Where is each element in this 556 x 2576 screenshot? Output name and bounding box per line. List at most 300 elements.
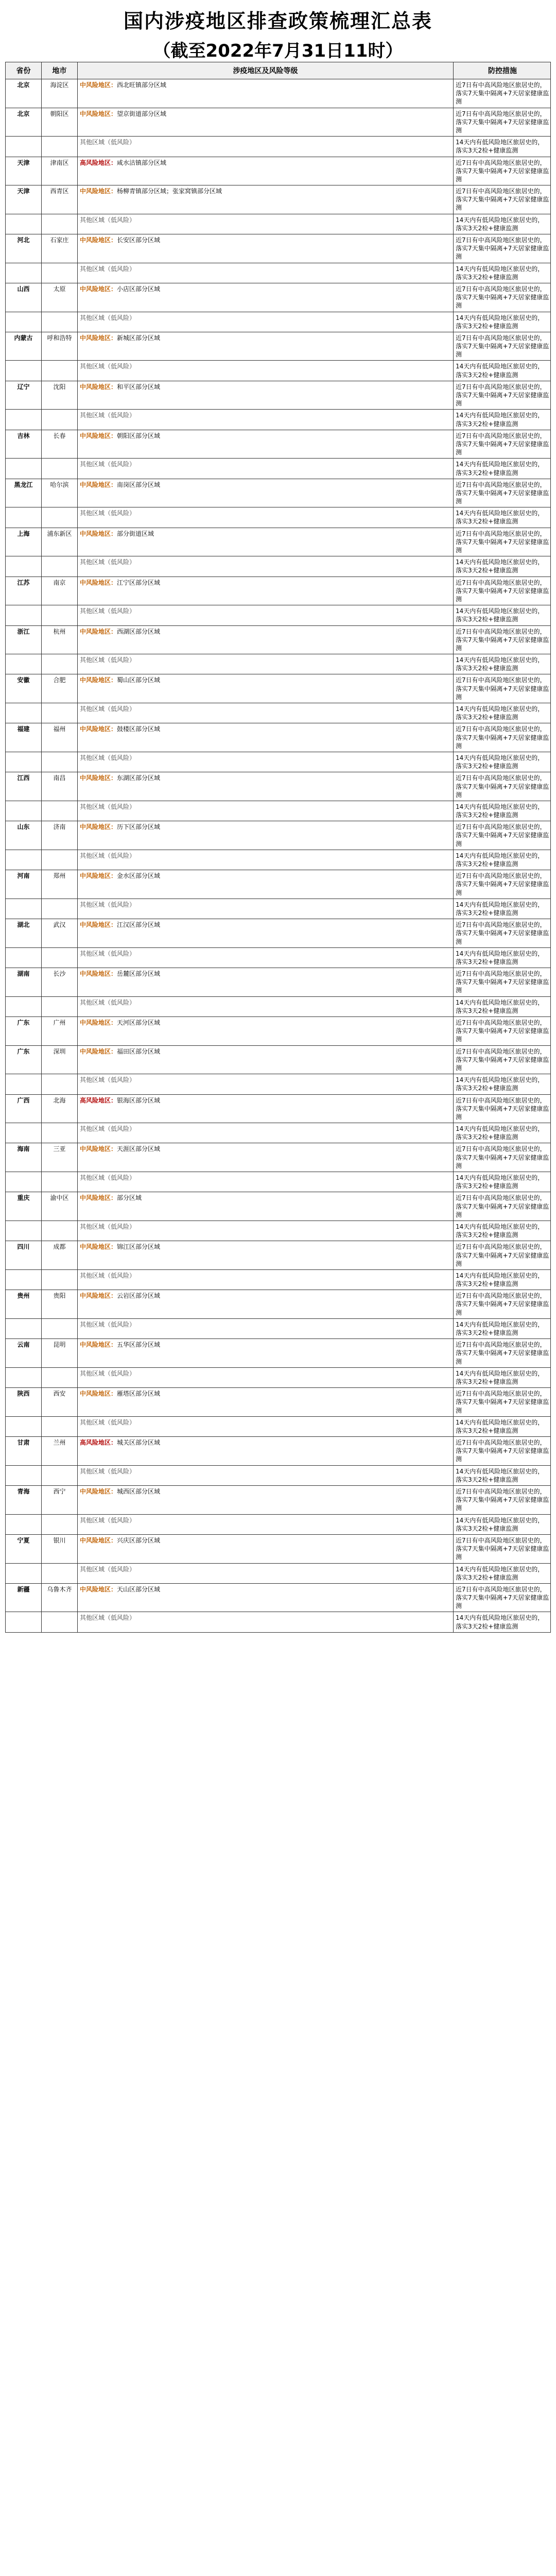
- cell-areas: [78, 108, 454, 137]
- cell-policy: 近7日有中高风险地区旅居史的，落实7天集中隔离+7天居家健康监测: [456, 285, 549, 310]
- risk-level-label: 中风险地区：: [80, 1585, 117, 1593]
- cell-province: 山西: [6, 283, 42, 312]
- cell-province: [6, 850, 42, 870]
- area-list: 咸水沽镇部分区域: [117, 159, 167, 166]
- cell-areas: [78, 528, 454, 556]
- table-row: [5, 1417, 551, 1437]
- cell-areas: [78, 234, 454, 263]
- area-list: 其他区域（低风险）: [80, 1272, 136, 1279]
- cell-province: [6, 263, 42, 283]
- cell-province: 广东: [6, 1046, 42, 1074]
- cell-policy: 14天内有低风险地区旅居史的，落实3天2检+健康监测: [456, 656, 544, 672]
- table-row: [5, 332, 551, 361]
- cell-province: 湖南: [6, 968, 42, 996]
- cell-province: 安徽: [6, 674, 42, 703]
- cell-province: 广西: [6, 1095, 42, 1123]
- cell-city: [42, 1074, 78, 1094]
- cell-province: 江西: [6, 772, 42, 801]
- table-row: [5, 870, 551, 899]
- cell-policy: 近7日有中高风险地区旅居史的，落实7天集中隔离+7天居家健康监测: [456, 774, 549, 799]
- cell-policy: 近7日有中高风险地区旅居史的，落实7天集中隔离+7天居家健康监测: [456, 1341, 549, 1365]
- cell-city: 北海: [42, 1095, 78, 1123]
- table-row: [5, 479, 551, 508]
- area-list: 兴庆区部分区域: [117, 1536, 161, 1544]
- cell-province: 四川: [6, 1241, 42, 1269]
- cell-city: 成都: [42, 1241, 78, 1269]
- cell-policy: 14天内有低风险地区旅居史的，落实3天2检+健康监测: [456, 1272, 544, 1288]
- area-list: 福田区部分区域: [117, 1047, 161, 1055]
- cell-areas: [78, 1074, 454, 1094]
- cell-province: [6, 1270, 42, 1290]
- cell-city: 兰州: [42, 1437, 78, 1465]
- table-row: [5, 1192, 551, 1221]
- table-row: [5, 1437, 551, 1466]
- cell-province: 重庆: [6, 1192, 42, 1221]
- area-list: 鼓楼区部分区域: [117, 725, 161, 733]
- table-row: [5, 968, 551, 997]
- cell-province: [6, 1466, 42, 1485]
- area-list: 其他区域（低风险）: [80, 754, 136, 761]
- area-list: 其他区域（低风险）: [80, 314, 136, 321]
- table-row: [5, 899, 551, 919]
- cell-city: [42, 899, 78, 919]
- area-list: 城关区部分区域: [117, 1439, 161, 1447]
- cell-areas: [78, 1368, 454, 1387]
- cell-policy: 近7日有中高风险地区旅居史的，落实7天集中隔离+7天居家健康监测: [456, 872, 549, 896]
- cell-province: 河南: [6, 870, 42, 899]
- table-row: [5, 772, 551, 801]
- cell-city: 石家庄: [42, 234, 78, 263]
- table-row: [5, 263, 551, 283]
- cell-policy: 14天内有低风险地区旅居史的，落实3天2检+健康监测: [456, 607, 544, 623]
- area-list: 其他区域（低风险）: [80, 1125, 136, 1133]
- table-row: [5, 79, 551, 108]
- table-row: [5, 312, 551, 332]
- cell-city: [42, 361, 78, 380]
- cell-policy: 近7日有中高风险地区旅居史的，落实7天集中隔离+7天居家健康监测: [456, 921, 549, 945]
- area-list: 和平区部分区域: [117, 383, 161, 391]
- cell-areas: [78, 605, 454, 625]
- table-row: [5, 1221, 551, 1241]
- cell-policy: 近7日有中高风险地区旅居史的，落实7天集中隔离+7天居家健康监测: [456, 676, 549, 701]
- cell-city: 西宁: [42, 1486, 78, 1514]
- cell-policy: 近7日有中高风险地区旅居史的，落实7天集中隔离+7天居家健康监测: [456, 1145, 549, 1170]
- risk-level-label: 中风险地区：: [80, 676, 117, 684]
- cell-policy: 近7日有中高风险地区旅居史的，落实7天集中隔离+7天居家健康监测: [456, 725, 549, 750]
- table-row: [5, 752, 551, 772]
- cell-policy: 14天内有低风险地区旅居史的，落实3天2检+健康监测: [456, 901, 544, 917]
- cell-areas: [78, 1319, 454, 1338]
- table-row: [5, 1123, 551, 1143]
- cell-province: [6, 1123, 42, 1143]
- cell-policy: 近7日有中高风险地区旅居史的，落实7天集中隔离+7天居家健康监测: [456, 970, 549, 994]
- cell-province: 海南: [6, 1143, 42, 1172]
- cell-province: 北京: [6, 108, 42, 137]
- cell-policy: 近7日有中高风险地区旅居史的，落实7天集中隔离+7天居家健康监测: [456, 579, 549, 603]
- cell-areas: [78, 899, 454, 919]
- table-row: [5, 801, 551, 821]
- cell-city: 沈阳: [42, 381, 78, 410]
- cell-areas: [78, 263, 454, 283]
- cell-areas: [78, 1123, 454, 1143]
- cell-areas: [78, 1046, 454, 1074]
- cell-areas: [78, 821, 454, 850]
- cell-province: 甘肃: [6, 1437, 42, 1465]
- table-row: [5, 1172, 551, 1192]
- area-list: 其他区域（低风险）: [80, 852, 136, 859]
- area-list: 杨柳青镇部分区域；张家窝镇部分区域: [117, 188, 222, 195]
- cell-policy: 近7日有中高风险地区旅居史的，落实7天集中隔离+7天居家健康监测: [456, 1047, 549, 1072]
- cell-areas: [78, 479, 454, 507]
- area-list: 五华区部分区域: [117, 1341, 161, 1349]
- risk-level-label: 中风险地区：: [80, 1243, 117, 1251]
- table-row: [5, 654, 551, 674]
- cell-policy: 14天内有低风险地区旅居史的，落实3天2检+健康监测: [456, 1223, 544, 1239]
- risk-level-label: 中风险地区：: [80, 188, 117, 195]
- cell-province: 北京: [6, 79, 42, 108]
- cell-policy: 14天内有低风险地区旅居史的，落实3天2检+健康监测: [456, 803, 544, 819]
- cell-policy: 近7日有中高风险地区旅居史的，落实7天集中隔离+7天居家健康监测: [456, 1585, 549, 1610]
- table-row: [5, 214, 551, 234]
- table-row: [5, 1564, 551, 1584]
- cell-areas: [78, 703, 454, 723]
- cell-policy: 14天内有低风险地区旅居史的，落实3天2检+健康监测: [456, 998, 544, 1014]
- table-row: [5, 430, 551, 459]
- cell-policy: 近7日有中高风险地区旅居史的，落实7天集中隔离+7天居家健康监测: [456, 1194, 549, 1218]
- cell-city: [42, 654, 78, 674]
- area-list: 新城区部分区域: [117, 334, 161, 342]
- cell-city: 济南: [42, 821, 78, 850]
- header-city: 地市: [42, 62, 78, 79]
- cell-policy: 14天内有低风险地区旅居史的，落实3天2检+健康监测: [456, 950, 544, 965]
- cell-city: 南京: [42, 577, 78, 605]
- area-list: 其他区域（低风险）: [80, 1320, 136, 1328]
- risk-level-label: 中风险地区：: [80, 1047, 117, 1055]
- cell-city: [42, 1319, 78, 1338]
- cell-policy: 近7日有中高风险地区旅居史的，落实7天集中隔离+7天居家健康监测: [456, 432, 549, 456]
- cell-city: 长春: [42, 430, 78, 459]
- cell-areas: [78, 1486, 454, 1514]
- cell-policy: 近7日有中高风险地区旅居史的，落实7天集中隔离+7天居家健康监测: [456, 1390, 549, 1414]
- table-row: [5, 723, 551, 752]
- cell-city: [42, 703, 78, 723]
- table-row: [5, 157, 551, 186]
- header-province: 省份: [6, 62, 42, 79]
- cell-city: 西青区: [42, 185, 78, 214]
- area-list: 其他区域（低风险）: [80, 1369, 136, 1377]
- risk-level-label: 中风险地区：: [80, 579, 117, 586]
- table-body: [5, 79, 551, 1633]
- table-row: [5, 1046, 551, 1075]
- cell-areas: [78, 1584, 454, 1612]
- cell-city: [42, 1123, 78, 1143]
- cell-policy: 14天内有低风险地区旅居史的，落实3天2检+健康监测: [456, 1369, 544, 1385]
- cell-city: [42, 1417, 78, 1436]
- table-row: [5, 703, 551, 723]
- cell-areas: [78, 752, 454, 772]
- cell-city: 太原: [42, 283, 78, 312]
- cell-areas: [78, 79, 454, 108]
- cell-city: 长沙: [42, 968, 78, 996]
- cell-areas: [78, 1612, 454, 1632]
- risk-level-label: 中风险地区：: [80, 432, 117, 439]
- risk-level-label: 中风险地区：: [80, 1292, 117, 1300]
- cell-policy: 14天内有低风险地区旅居史的，落实3天2检+健康监测: [456, 461, 544, 477]
- cell-province: [6, 459, 42, 478]
- risk-level-label: 中风险地区：: [80, 628, 117, 635]
- area-list: 其他区域（低风险）: [80, 1516, 136, 1524]
- cell-province: [6, 752, 42, 772]
- cell-areas: [78, 283, 454, 312]
- area-list: 其他区域（低风险）: [80, 558, 136, 566]
- cell-policy: 近7日有中高风险地区旅居史的，落实7天集中隔离+7天居家健康监测: [456, 481, 549, 505]
- area-list: 其他区域（低风险）: [80, 412, 136, 419]
- area-list: 其他区域（低风险）: [80, 705, 136, 713]
- area-list: 金水区部分区域: [117, 872, 161, 880]
- cell-province: [6, 1612, 42, 1632]
- cell-province: [6, 556, 42, 576]
- cell-areas: [78, 997, 454, 1016]
- area-list: 其他区域（低风险）: [80, 1418, 136, 1426]
- cell-province: [6, 1221, 42, 1241]
- cell-areas: [78, 1535, 454, 1563]
- cell-policy: 14天内有低风险地区旅居史的，落实3天2检+健康监测: [456, 314, 544, 330]
- cell-areas: [78, 137, 454, 156]
- cell-province: [6, 507, 42, 527]
- cell-areas: [78, 1172, 454, 1192]
- cell-areas: [78, 577, 454, 605]
- cell-policy: 14天内有低风险地区旅居史的，落实3天2检+健康监测: [456, 1174, 544, 1190]
- cell-city: 福州: [42, 723, 78, 752]
- cell-policy: 近7日有中高风险地区旅居史的，落实7天集中隔离+7天居家健康监测: [456, 628, 549, 652]
- cell-areas: [78, 1290, 454, 1318]
- table-row: [5, 626, 551, 655]
- risk-level-label: 中风险地区：: [80, 236, 117, 244]
- cell-areas: [78, 1515, 454, 1534]
- table-row: [5, 1319, 551, 1339]
- cell-areas: [78, 1564, 454, 1583]
- cell-province: 宁夏: [6, 1535, 42, 1563]
- cell-areas: [78, 556, 454, 576]
- risk-level-label: 中风险地区：: [80, 1390, 117, 1398]
- risk-level-label: 高风险地区：: [80, 1096, 117, 1104]
- cell-city: 郑州: [42, 870, 78, 899]
- cell-areas: [78, 507, 454, 527]
- cell-areas: [78, 1437, 454, 1465]
- cell-areas: [78, 1192, 454, 1221]
- area-list: 其他区域（低风险）: [80, 803, 136, 810]
- risk-level-label: 高风险地区：: [80, 159, 117, 166]
- cell-city: [42, 137, 78, 156]
- header-areas: 涉疫地区及风险等级: [78, 62, 454, 79]
- table-row: [5, 108, 551, 137]
- area-list: 其他区域（低风险）: [80, 950, 136, 957]
- cell-areas: [78, 654, 454, 674]
- area-list: 其他区域（低风险）: [80, 265, 136, 273]
- cell-province: [6, 1417, 42, 1436]
- cell-policy: 近7日有中高风险地区旅居史的，落实7天集中隔离+7天居家健康监测: [456, 159, 549, 183]
- table-row: [5, 1017, 551, 1046]
- cell-province: 上海: [6, 528, 42, 556]
- cell-areas: [78, 361, 454, 380]
- cell-province: [6, 703, 42, 723]
- area-list: 其他区域（低风险）: [80, 216, 136, 224]
- cell-city: [42, 1172, 78, 1192]
- cell-province: [6, 997, 42, 1016]
- area-list: 历下区部分区域: [117, 823, 161, 831]
- cell-areas: [78, 1221, 454, 1241]
- table-row: [5, 1486, 551, 1515]
- risk-level-label: 中风险地区：: [80, 1145, 117, 1153]
- area-list: 望京街道部分区域: [117, 110, 167, 117]
- cell-policy: 14天内有低风险地区旅居史的，落实3天2检+健康监测: [456, 852, 544, 868]
- cell-policy: 14天内有低风险地区旅居史的，落实3天2检+健康监测: [456, 1320, 544, 1336]
- cell-areas: [78, 459, 454, 478]
- cell-city: [42, 801, 78, 821]
- cell-province: [6, 801, 42, 821]
- table-row: [5, 1466, 551, 1486]
- risk-level-label: 中风险地区：: [80, 872, 117, 880]
- area-list: 其他区域（低风险）: [80, 1467, 136, 1475]
- cell-city: [42, 948, 78, 968]
- cell-policy: 近7日有中高风险地区旅居史的，落实7天集中隔离+7天居家健康监测: [456, 1243, 549, 1267]
- cell-areas: [78, 1388, 454, 1416]
- cell-policy: 近7日有中高风险地区旅居史的，落实7天集中隔离+7天居家健康监测: [456, 188, 549, 212]
- cell-areas: [78, 850, 454, 870]
- cell-city: 呼和浩特: [42, 332, 78, 361]
- cell-areas: [78, 674, 454, 703]
- header-policy: 防控措施: [488, 67, 517, 75]
- cell-policy: 14天内有低风险地区旅居史的，落实3天2检+健康监测: [456, 139, 544, 155]
- area-list: 其他区域（低风险）: [80, 1174, 136, 1181]
- area-list: 江宁区部分区域: [117, 579, 161, 586]
- cell-areas: [78, 1241, 454, 1269]
- table-row: [5, 556, 551, 577]
- risk-level-label: 中风险地区：: [80, 1536, 117, 1544]
- table-row: [5, 1388, 551, 1417]
- area-list: 其他区域（低风险）: [80, 461, 136, 468]
- cell-policy: 14天内有低风险地区旅居史的，落实3天2检+健康监测: [456, 1125, 544, 1141]
- table-row: [5, 1241, 551, 1270]
- cell-areas: [78, 332, 454, 361]
- area-list: 岳麓区部分区域: [117, 970, 161, 978]
- cell-province: 吉林: [6, 430, 42, 459]
- title-date: （截至2022年7月31日11时）: [153, 41, 403, 61]
- risk-level-label: 中风险地区：: [80, 383, 117, 391]
- cell-province: 浙江: [6, 626, 42, 654]
- cell-areas: [78, 870, 454, 899]
- cell-policy: 14天内有低风险地区旅居史的，落实3天2检+健康监测: [456, 705, 544, 721]
- cell-city: 深圳: [42, 1046, 78, 1074]
- cell-city: [42, 1515, 78, 1534]
- cell-province: 河北: [6, 234, 42, 263]
- cell-province: 天津: [6, 157, 42, 185]
- table-row: [5, 821, 551, 850]
- title-main: 国内涉疫地区排查政策梳理汇总表: [123, 10, 432, 32]
- cell-province: [6, 1172, 42, 1192]
- table-row: [5, 1095, 551, 1124]
- cell-policy: 近7日有中高风险地区旅居史的，落实7天集中隔离+7天居家健康监测: [456, 81, 549, 106]
- table-row: [5, 459, 551, 479]
- cell-city: 南昌: [42, 772, 78, 801]
- area-list: 长安区部分区域: [117, 236, 161, 244]
- cell-city: 海淀区: [42, 79, 78, 108]
- cell-province: [6, 137, 42, 156]
- area-list: 江汉区部分区域: [117, 921, 161, 929]
- cell-areas: [78, 1270, 454, 1290]
- table-row: [5, 1339, 551, 1368]
- area-list: 其他区域（低风险）: [80, 901, 136, 908]
- risk-level-label: 中风险地区：: [80, 823, 117, 831]
- cell-policy: 近7日有中高风险地区旅居史的，落实7天集中隔离+7天居家健康监测: [456, 1488, 549, 1512]
- table-row: [5, 577, 551, 606]
- table-row: [5, 1290, 551, 1319]
- table-row: [5, 410, 551, 430]
- cell-city: [42, 605, 78, 625]
- cell-areas: [78, 1466, 454, 1485]
- area-list: 部分区域: [117, 1194, 142, 1202]
- cell-policy: 近7日有中高风险地区旅居史的，落实7天集中隔离+7天居家健康监测: [456, 110, 549, 134]
- cell-province: 黑龙江: [6, 479, 42, 507]
- cell-province: 福建: [6, 723, 42, 752]
- cell-city: [42, 556, 78, 576]
- cell-province: [6, 899, 42, 919]
- cell-areas: [78, 968, 454, 996]
- cell-city: [42, 312, 78, 332]
- cell-policy: 14天内有低风险地区旅居史的，落实3天2检+健康监测: [456, 1565, 544, 1581]
- cell-city: 武汉: [42, 919, 78, 947]
- cell-policy: 14天内有低风险地区旅居史的，落实3天2检+健康监测: [456, 1467, 544, 1483]
- area-list: 其他区域（低风险）: [80, 510, 136, 517]
- cell-areas: [78, 1417, 454, 1436]
- cell-policy: 14天内有低风险地区旅居史的，落实3天2检+健康监测: [456, 510, 544, 526]
- cell-areas: [78, 723, 454, 752]
- area-list: 天涯区部分区域: [117, 1145, 161, 1153]
- cell-city: 哈尔滨: [42, 479, 78, 507]
- cell-policy: 近7日有中高风险地区旅居史的，落实7天集中隔离+7天居家健康监测: [456, 1292, 549, 1316]
- cell-areas: [78, 1095, 454, 1123]
- table-row: [5, 1074, 551, 1094]
- cell-city: [42, 752, 78, 772]
- table-row: [5, 234, 551, 263]
- table-row: [5, 948, 551, 968]
- area-list: 其他区域（低风险）: [80, 1614, 136, 1622]
- area-list: 锦江区部分区域: [117, 1243, 161, 1251]
- risk-level-label: 中风险地区：: [80, 481, 117, 488]
- cell-city: 津南区: [42, 157, 78, 185]
- cell-province: [6, 410, 42, 429]
- cell-areas: [78, 626, 454, 654]
- table-row: [5, 1612, 551, 1632]
- cell-policy: 14天内有低风险地区旅居史的，落实3天2检+健康监测: [456, 412, 544, 428]
- area-list: 小店区部分区域: [117, 285, 161, 293]
- cell-policy: 近7日有中高风险地区旅居史的，落实7天集中隔离+7天居家健康监测: [456, 1019, 549, 1043]
- cell-areas: [78, 214, 454, 234]
- cell-city: 广州: [42, 1017, 78, 1045]
- cell-city: [42, 850, 78, 870]
- table-header: [5, 62, 551, 79]
- area-list: 南岗区部分区域: [117, 481, 161, 488]
- cell-province: 陕西: [6, 1388, 42, 1416]
- cell-city: 合肥: [42, 674, 78, 703]
- area-list: 其他区域（低风险）: [80, 363, 136, 370]
- table-row: [5, 185, 551, 214]
- risk-level-label: 中风险地区：: [80, 970, 117, 978]
- table-row: [5, 1535, 551, 1564]
- cell-policy: 近7日有中高风险地区旅居史的，落实7天集中隔离+7天居家健康监测: [456, 1096, 549, 1121]
- cell-province: 青海: [6, 1486, 42, 1514]
- cell-policy: 近7日有中高风险地区旅居史的，落实7天集中隔离+7天居家健康监测: [456, 1536, 549, 1561]
